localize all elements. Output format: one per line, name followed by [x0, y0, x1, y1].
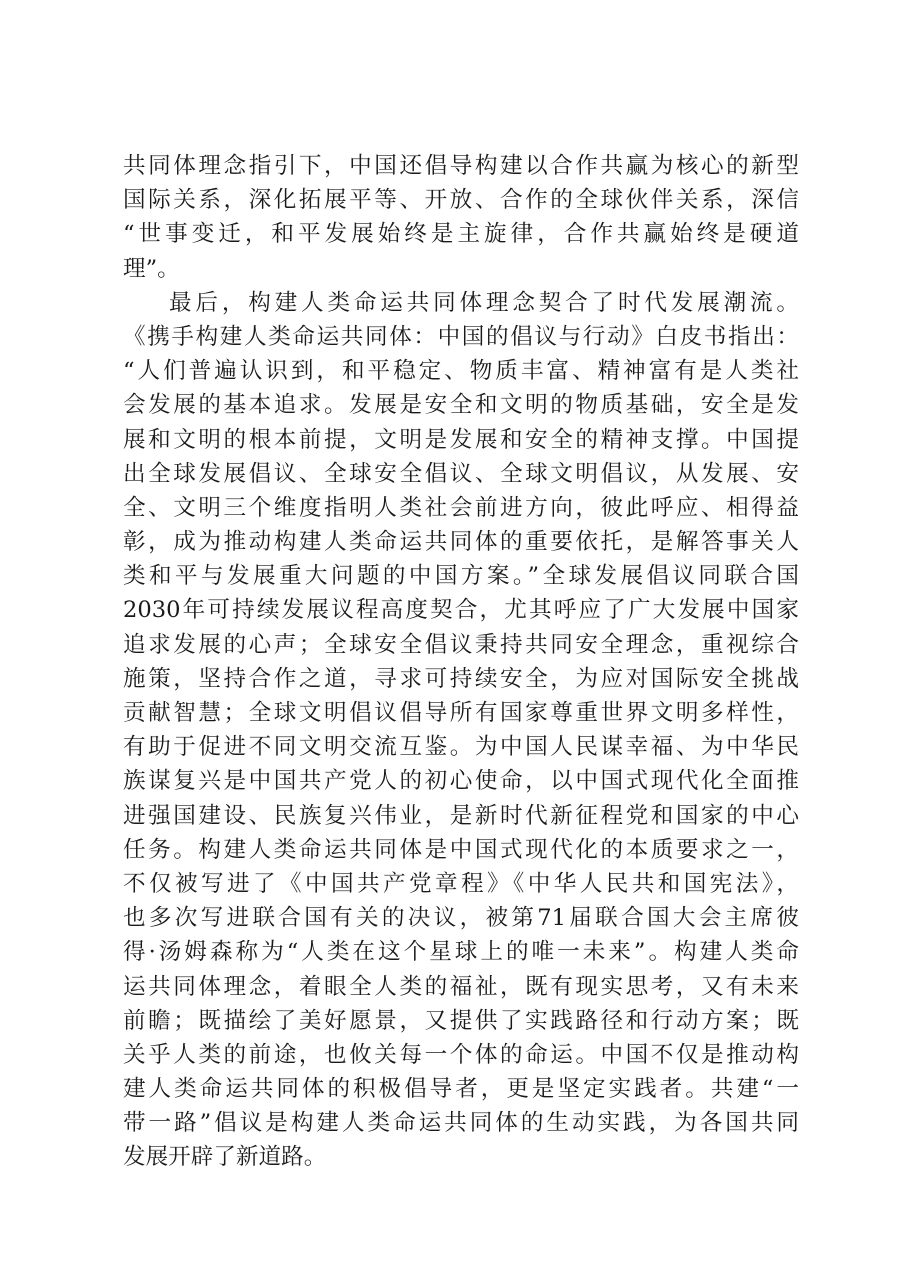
text-line: 理”。: [123, 255, 180, 282]
text-line: 国际关系，深化拓展平等、开放、合作的全球伙伴关系，深信: [123, 187, 799, 214]
text-line: 关乎人类的前途，也攸关每一个体的命运。中国不仅是推动构: [123, 1041, 799, 1068]
text-line: 进强国建设、民族复兴伟业，是新时代新征程党和国家的中心: [123, 802, 799, 829]
text-line: 施策，坚持合作之道，寻求可持续安全，为应对国际安全挑战: [123, 665, 799, 692]
text-line: “人们普遍认识到，和平稳定、物质丰富、精神富有是人类社: [123, 358, 799, 385]
text-line: 《携手构建人类命运共同体：中国的倡议与行动》白皮书指出：: [123, 323, 799, 350]
text-line: 共同体理念指引下，中国还倡导构建以合作共赢为核心的新型: [123, 153, 799, 179]
text-line: “世事变迁，和平发展始终是主旋律，合作共赢始终是硬道: [123, 221, 799, 248]
text-line: 发展开辟了新道路。: [123, 1144, 327, 1171]
text-line: 前瞻；既描绘了美好愿景，又提供了实践路径和行动方案；既: [123, 1007, 799, 1034]
text-line: 类和平与发展重大问题的中国方案。”全球发展倡议同联合国: [123, 563, 799, 590]
text-line: 彰，成为推动构建人类命运共同体的重要依托，是解答事关人: [123, 529, 799, 556]
text-line: 展和文明的根本前提，文明是发展和安全的精神支撑。中国提: [123, 426, 799, 453]
text-line: 带一路”倡议是构建人类命运共同体的生动实践，为各国共同: [123, 1110, 799, 1137]
text-line: 任务。构建人类命运共同体是中国式现代化的本质要求之一，: [123, 836, 799, 863]
text-line: 族谋复兴是中国共产党人的初心使命，以中国式现代化全面推: [123, 768, 799, 795]
text-line: 追求发展的心声；全球安全倡议秉持共同安全理念，重视综合: [123, 631, 799, 658]
text-line: 有助于促进不同文明交流互鉴。为中国人民谋幸福、为中华民: [123, 734, 799, 761]
text-line: 会发展的基本追求。发展是安全和文明的物质基础，安全是发: [123, 392, 799, 419]
text-line: 最后，构建人类命运共同体理念契合了时代发展潮流。: [169, 289, 799, 316]
text-line: 建人类命运共同体的积极倡导者，更是坚定实践者。共建“一: [123, 1076, 799, 1103]
text-line: 得·汤姆森称为“人类在这个星球上的唯一未来”。构建人类命: [123, 939, 799, 966]
text-line: 不仅被写进了《中国共产党章程》《中华人民共和国宪法》，: [123, 870, 799, 897]
text-line: 运共同体理念，着眼全人类的福祉，既有现实思考，又有未来: [123, 973, 799, 1000]
text-line: 出全球发展倡议、全球安全倡议、全球文明倡议，从发展、安: [123, 460, 799, 487]
text-line: 贡献智慧；全球文明倡议倡导所有国家尊重世界文明多样性，: [123, 700, 799, 726]
text-line: 全、文明三个维度指明人类社会前进方向，彼此呼应、相得益: [123, 494, 799, 521]
body-text: [123, 149, 799, 1175]
text-line: 2030年可持续发展议程高度契合，尤其呼应了广大发展中国家: [123, 597, 799, 624]
text-line: 也多次写进联合国有关的决议，被第71届联合国大会主席彼: [123, 905, 799, 932]
